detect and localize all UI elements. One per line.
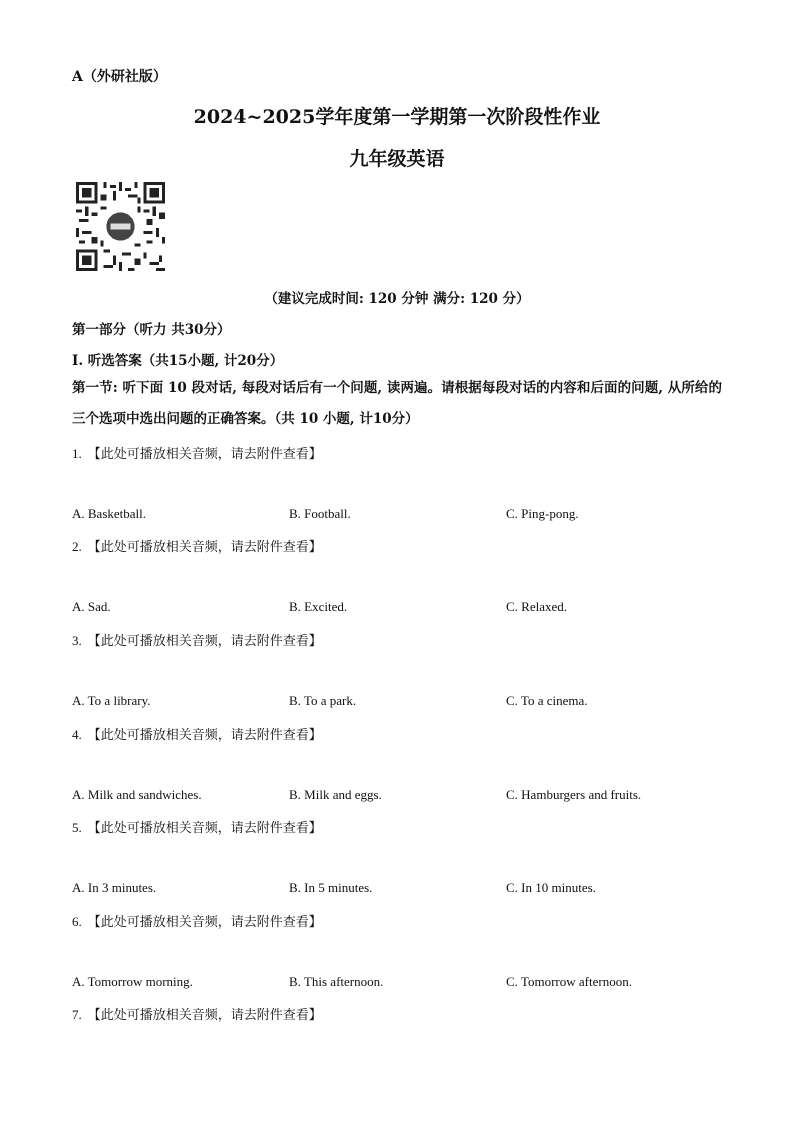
q6-option-a: A. Tomorrow morning. (72, 974, 193, 989)
audio-prompt[interactable]: 【此处可播放相关音频，请去附件查看】 (87, 915, 322, 930)
section1-title: I. 听选答案（共15小题, 计20分） (72, 353, 284, 369)
question-number: 3. (72, 633, 82, 648)
question-number: 1. (72, 446, 82, 461)
q6-option-b: B. This afternoon. (289, 974, 384, 989)
question-number: 7. (72, 1007, 82, 1022)
q2-option-c: C. Relaxed. (506, 599, 568, 614)
part1-title: 第一部分（听力 共30分） (72, 322, 231, 338)
audio-prompt[interactable]: 【此处可播放相关音频，请去附件查看】 (87, 447, 322, 462)
question-1 (72, 443, 322, 462)
question-number: 5. (72, 820, 82, 835)
time-and-score-info: （建议完成时间: 120 分钟 满分: 120 分） (264, 291, 530, 307)
q1-option-b: B. Football. (289, 506, 351, 521)
q6-option-c: C. Tomorrow afternoon. (506, 974, 632, 989)
q4-option-c: C. Hamburgers and fruits. (506, 787, 642, 802)
question-6 (72, 911, 322, 930)
question-3 (72, 630, 322, 649)
q1-option-c: C. Ping-pong. (506, 506, 579, 521)
q3-option-c: C. To a cinema. (506, 693, 588, 708)
q1-option-a: A. Basketball. (72, 506, 147, 521)
q2-option-a: A. Sad. (72, 599, 111, 614)
question-number: 2. (72, 539, 82, 554)
question-number: 4. (72, 727, 82, 742)
question-2 (72, 536, 322, 555)
section1-instructions: 第一节: 听下面 10 段对话, 每段对话后有一个问题, 读两遍。请根据每段对话的内容和后面的问题, 从所给的三个选项中选出问题的正确答案。（共 10 小题, 计10分） (72, 380, 722, 427)
question-4 (72, 724, 322, 743)
audio-prompt[interactable]: 【此处可播放相关音频，请去附件查看】 (87, 634, 322, 649)
q3-option-a: A. To a library. (72, 693, 151, 708)
question-7 (72, 1004, 322, 1023)
exam-subtitle: 九年级英语 (349, 148, 445, 170)
q5-option-a: A. In 3 minutes. (72, 880, 157, 895)
q5-option-b: B. In 5 minutes. (289, 880, 373, 895)
question-5 (72, 817, 322, 836)
q3-option-b: B. To a park. (289, 693, 357, 708)
edition-label: A（外研社版） (72, 69, 167, 85)
audio-prompt[interactable]: 【此处可播放相关音频，请去附件查看】 (87, 728, 322, 743)
exam-title: 2024~2025学年度第一学期第一次阶段性作业 (193, 106, 601, 128)
q2-option-b: B. Excited. (289, 599, 348, 614)
audio-prompt[interactable]: 【此处可播放相关音频，请去附件查看】 (87, 1008, 322, 1023)
q5-option-c: C. In 10 minutes. (506, 880, 596, 895)
qr-code-image (76, 182, 165, 271)
audio-prompt[interactable]: 【此处可播放相关音频，请去附件查看】 (87, 821, 322, 836)
audio-prompt[interactable]: 【此处可播放相关音频，请去附件查看】 (87, 540, 322, 555)
question-number: 6. (72, 914, 82, 929)
q4-option-a: A. Milk and sandwiches. (72, 787, 202, 802)
q4-option-b: B. Milk and eggs. (289, 787, 382, 802)
